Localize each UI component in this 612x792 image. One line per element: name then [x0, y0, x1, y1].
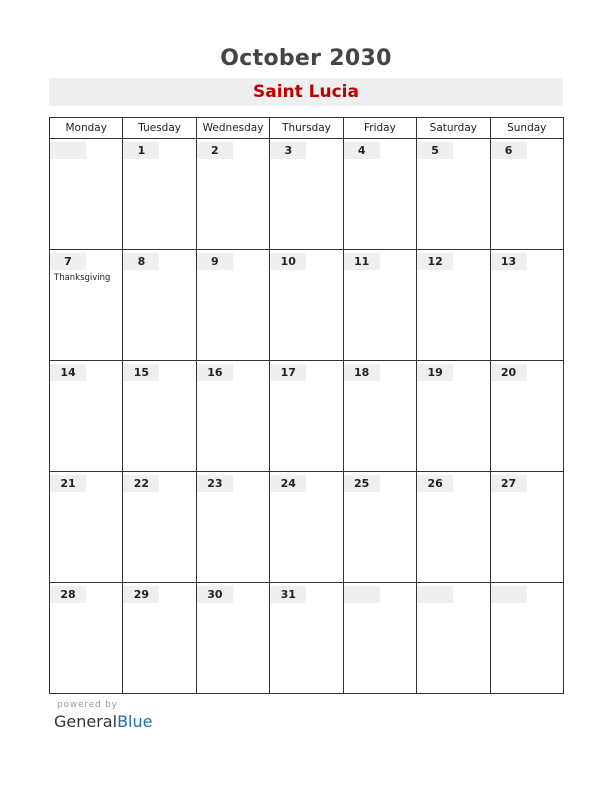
- day-number: 16: [197, 364, 233, 381]
- calendar-body: [50, 139, 564, 694]
- day-cell: [196, 583, 269, 694]
- day-number: 6: [491, 142, 527, 159]
- day-cell: [50, 250, 123, 361]
- day-number: 12: [417, 253, 453, 270]
- day-number: 20: [491, 364, 527, 381]
- day-number: 25: [344, 475, 380, 492]
- day-cell: [417, 361, 490, 472]
- day-number: [50, 142, 86, 159]
- day-number: 5: [417, 142, 453, 159]
- day-cell: [50, 139, 123, 250]
- country-name: Saint Lucia: [49, 78, 563, 106]
- day-cell: [123, 250, 196, 361]
- day-number: [491, 586, 527, 603]
- day-number: 17: [270, 364, 306, 381]
- day-number: 9: [197, 253, 233, 270]
- weekday-saturday: Saturday: [417, 118, 490, 139]
- day-cell: [270, 139, 343, 250]
- weekday-sunday: Sunday: [490, 118, 563, 139]
- brand-general: General: [54, 712, 118, 731]
- day-number: 7: [50, 253, 86, 270]
- day-cell: [417, 250, 490, 361]
- day-cell: [196, 472, 269, 583]
- day-number: 27: [491, 475, 527, 492]
- week-row: [50, 250, 564, 361]
- week-row: [50, 583, 564, 694]
- day-number: 18: [344, 364, 380, 381]
- day-number: [417, 586, 453, 603]
- day-number: 15: [123, 364, 159, 381]
- day-number: 10: [270, 253, 306, 270]
- weekday-header-row: [50, 118, 564, 139]
- day-cell: [417, 139, 490, 250]
- day-cell: [50, 583, 123, 694]
- day-number: 24: [270, 475, 306, 492]
- day-number: 3: [270, 142, 306, 159]
- day-cell: [270, 583, 343, 694]
- day-cell: [196, 139, 269, 250]
- day-number: 21: [50, 475, 86, 492]
- day-cell: [343, 583, 416, 694]
- day-cell: [270, 472, 343, 583]
- calendar-title: October 2030: [220, 46, 392, 71]
- weekday-friday: Friday: [343, 118, 416, 139]
- weekday-monday: Monday: [50, 118, 123, 139]
- day-cell: [490, 361, 563, 472]
- day-cell: [196, 361, 269, 472]
- day-cell: [50, 472, 123, 583]
- day-number: 1: [123, 142, 159, 159]
- day-number: 23: [197, 475, 233, 492]
- week-row: [50, 139, 564, 250]
- day-cell: [123, 361, 196, 472]
- brand-blue: Blue: [117, 712, 153, 731]
- weekday-wednesday: Wednesday: [196, 118, 269, 139]
- day-cell: [123, 583, 196, 694]
- week-row: [50, 361, 564, 472]
- day-number: 8: [123, 253, 159, 270]
- day-cell: [490, 583, 563, 694]
- weekday-thursday: Thursday: [270, 118, 343, 139]
- day-cell: [343, 472, 416, 583]
- day-number: [344, 586, 380, 603]
- day-cell: [270, 250, 343, 361]
- day-number: 14: [50, 364, 86, 381]
- powered-by-text: powered by: [57, 700, 118, 710]
- day-cell: [417, 583, 490, 694]
- day-cell: [490, 250, 563, 361]
- day-number: 29: [123, 586, 159, 603]
- week-row: [50, 472, 564, 583]
- day-number: 19: [417, 364, 453, 381]
- day-number: 2: [197, 142, 233, 159]
- day-cell: [123, 472, 196, 583]
- day-number: 30: [197, 586, 233, 603]
- day-cell: [196, 250, 269, 361]
- day-number: 28: [50, 586, 86, 603]
- brand-logo: [54, 712, 152, 731]
- day-number: 26: [417, 475, 453, 492]
- day-number: 31: [270, 586, 306, 603]
- day-cell: [343, 250, 416, 361]
- day-number: 22: [123, 475, 159, 492]
- day-cell: [123, 139, 196, 250]
- day-cell: [50, 361, 123, 472]
- weekday-tuesday: Tuesday: [123, 118, 196, 139]
- day-cell: [270, 361, 343, 472]
- day-number: 4: [344, 142, 380, 159]
- holiday-label: Thanksgiving: [54, 273, 111, 283]
- day-cell: [490, 139, 563, 250]
- day-cell: [490, 472, 563, 583]
- day-number: 13: [491, 253, 527, 270]
- day-cell: [417, 472, 490, 583]
- day-cell: [343, 361, 416, 472]
- calendar-grid: [49, 117, 564, 694]
- day-cell: [343, 139, 416, 250]
- day-number: 11: [344, 253, 380, 270]
